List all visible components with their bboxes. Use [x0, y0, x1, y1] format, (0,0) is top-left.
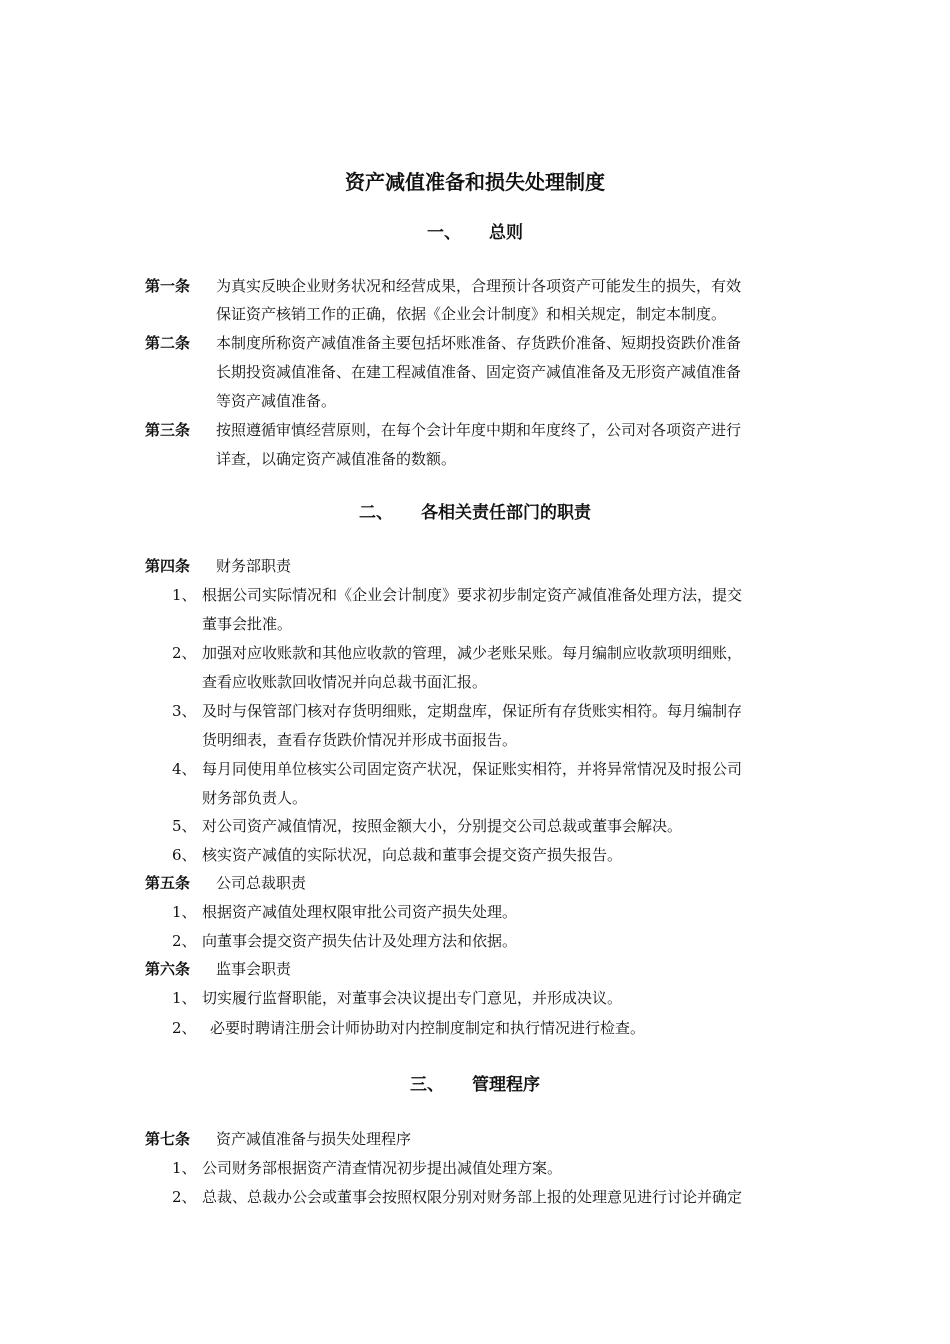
item-text-line: 董事会批准。: [202, 615, 293, 633]
section-heading: [0, 218, 950, 243]
section-heading: [0, 1070, 950, 1095]
document-title: 资产减值准备和损失处理制度: [345, 170, 605, 194]
item-number: 2、: [172, 932, 197, 950]
article-text-line: 为真实反映企业财务状况和经营成果，合理预计各项资产可能发生的损失，有效: [216, 277, 742, 295]
article-text-line: 详查，以确定资产减值准备的数额。: [216, 450, 457, 468]
item-text-line: 每月同使用单位核实公司固定资产状况，保证账实相符，并将异常情况及时报公司: [202, 760, 743, 778]
section-title: 管理程序: [472, 1075, 540, 1095]
article-text-line: 按照遵循审慎经营原则，在每个会计年度中期和年度终了，公司对各项资产进行: [216, 421, 742, 439]
article-heading: 公司总裁职责: [216, 874, 307, 892]
article-heading: 财务部职责: [216, 557, 292, 575]
item-number: 1、: [172, 989, 197, 1007]
item-text-line: 财务部负责人。: [202, 789, 308, 807]
item-text-line: 向董事会提交资产损失估计及处理方法和依据。: [202, 932, 518, 950]
item-text-line: 根据资产减值处理权限审批公司资产损失处理。: [202, 903, 518, 921]
item-number: 1、: [172, 1159, 197, 1177]
item-number: 2、: [172, 644, 197, 662]
section-title: 各相关责任部门的职责: [421, 503, 591, 523]
item-text-line: 根据公司实际情况和《企业会计制度》要求初步制定资产减值准备处理方法，提交: [202, 586, 743, 604]
section-number: 一、: [427, 223, 461, 243]
article-label: 第一条: [145, 277, 191, 295]
item-number: 3、: [172, 702, 197, 720]
article-heading: 监事会职责: [216, 960, 292, 978]
item-text-line: 公司财务部根据资产清查情况初步提出减值处理方案。: [202, 1159, 563, 1177]
article-label: 第六条: [145, 960, 191, 978]
item-number: 5、: [172, 817, 197, 835]
article-label: 第五条: [145, 874, 191, 892]
item-text-line: 货明细表，查看存货跌价情况并形成书面报告。: [202, 731, 518, 749]
article-text-line: 本制度所称资产减值准备主要包括坏账准备、存货跌价准备、短期投资跌价准备: [216, 334, 742, 352]
item-number: 2、: [172, 1188, 197, 1206]
item-number: 4、: [172, 760, 197, 778]
section-number: 二、: [359, 503, 393, 523]
item-number: 6、: [172, 846, 197, 864]
section-heading: [0, 498, 950, 523]
section-number: 三、: [410, 1075, 444, 1095]
item-text-line: 及时与保管部门核对存货明细账，定期盘库，保证所有存货账实相符。每月编制存: [202, 702, 743, 720]
item-text-line: 总裁、总裁办公会或董事会按照权限分别对财务部上报的处理意见进行讨论并确定: [202, 1188, 743, 1206]
item-text-line: 必要时聘请注册会计师协助对内控制度制定和执行情况进行检查。: [210, 1019, 646, 1037]
item-text-line: 对公司资产减值情况，按照金额大小，分别提交公司总裁或董事会解决。: [202, 817, 683, 835]
article-label: 第七条: [145, 1130, 191, 1148]
article-label: 第三条: [145, 421, 191, 439]
item-text-line: 切实履行监督职能，对董事会决议提出专门意见，并形成决议。: [202, 989, 623, 1007]
section-title: 总则: [489, 223, 523, 243]
article-label: 第四条: [145, 557, 191, 575]
article-text-line: 等资产减值准备。: [216, 392, 337, 410]
item-text-line: 加强对应收账款和其他应收款的管理，减少老账呆账。每月编制应收款项明细账，: [202, 644, 743, 662]
item-number: 1、: [172, 586, 197, 604]
item-number: 2、: [172, 1019, 197, 1037]
item-text-line: 核实资产减值的实际状况，向总裁和董事会提交资产损失报告。: [202, 846, 623, 864]
article-heading: 资产减值准备与损失处理程序: [216, 1130, 412, 1148]
item-number: 1、: [172, 903, 197, 921]
article-label: 第二条: [145, 334, 191, 352]
article-text-line: 长期投资减值准备、在建工程减值准备、固定资产减值准备及无形资产减值准备: [216, 363, 742, 381]
article-text-line: 保证资产核销工作的正确，依据《企业会计制度》和相关规定，制定本制度。: [216, 305, 727, 323]
item-text-line: 查看应收账款回收情况并向总裁书面汇报。: [202, 673, 488, 691]
